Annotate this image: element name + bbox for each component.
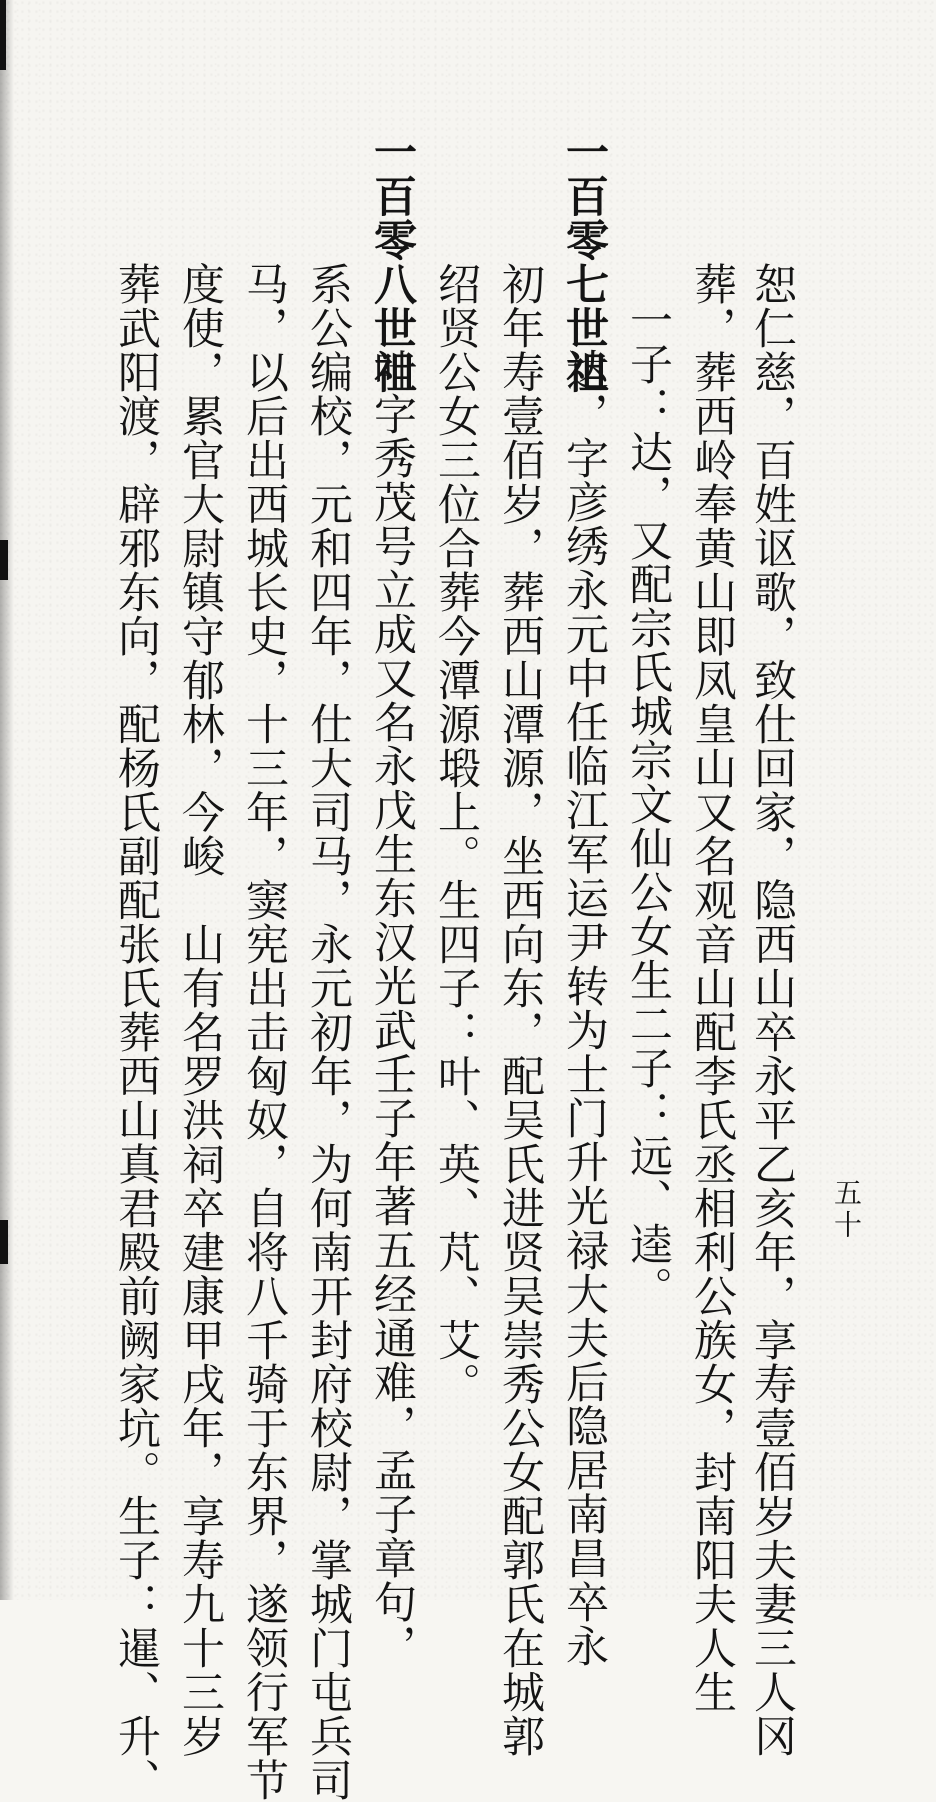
- text-column-6: 绍贤公女三位合葬今潭源塅上。生四子：叶、英、芃、艾。: [431, 262, 481, 1406]
- binding-mark-middle: [0, 540, 8, 580]
- binding-mark-bottom: [0, 1220, 8, 1264]
- text-column-7: 叶字秀茂号立成又名永戊生东汉光武壬子年著五经通难，孟子章句，: [367, 348, 417, 1668]
- generation-heading-107: 一百零七世祖: [559, 130, 609, 394]
- page-number: 五十: [830, 1178, 863, 1242]
- text-column-8: 系公编校，元和四年，仕大司马，永元初年，为何南开封府校尉，掌城门屯兵司: [303, 262, 353, 1802]
- text-column-9: 马，以后出西城长史，十三年，窦宪出击匈奴，自将八千骑于东界，遂领行军节: [239, 262, 289, 1802]
- text-column-10: 度使，累官大尉镇守郁林，今峻 山有名罗洪祠卒建康甲戌年，享寿九十三岁: [175, 262, 225, 1758]
- text-column-4: 达，字彦绣永元中任临江军运尹转为士门升光禄大夫后隐居南昌卒永: [559, 348, 609, 1668]
- page-edge-shadow: [0, 0, 14, 1600]
- text-column-5: 初年寿壹佰岁，葬西山潭源，坐西向东，配吴氏进贤吴崇秀公女配郭氏在城郭: [495, 262, 545, 1758]
- text-column-1: 恕仁慈，百姓讴歌，致仕回家，隐西山卒永平乙亥年，享寿壹佰岁夫妻三人冈: [747, 262, 797, 1758]
- binding-mark-top: [0, 0, 6, 70]
- text-column-2: 葬，葬西岭奉黄山即凤皇山又名观音山配李氏丞相利公族女，封南阳夫人生: [687, 262, 737, 1714]
- text-column-11: 葬武阳渡，辟邪东向，配杨氏副配张氏葬西山真君殿前阙家坑。生子：暹、升、: [111, 262, 161, 1802]
- generation-heading-108: 一百零八世祖: [367, 130, 417, 394]
- text-column-3: 一子：达，又配宗氏城宗文仙公女生二子：远、逵。: [623, 298, 673, 1310]
